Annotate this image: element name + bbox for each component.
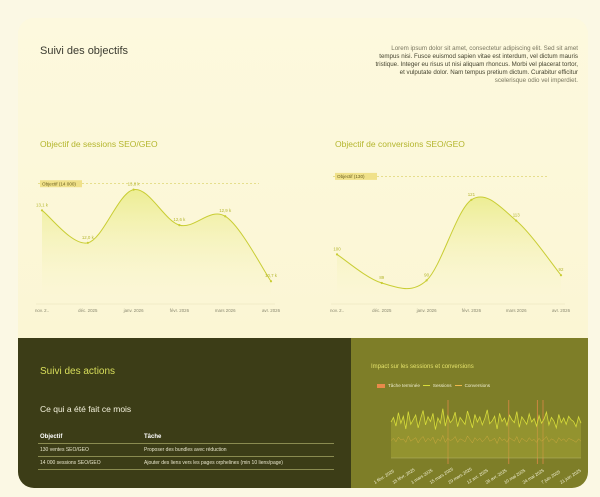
x-tick-label: 24 mai 2025 — [521, 467, 545, 485]
intro-line-1: Lorem ipsum dolor sit amet, consectetur adipiscing elit. Sed sit amet — [391, 45, 578, 52]
data-point — [560, 274, 562, 276]
data-point — [470, 199, 472, 201]
header-tache: Tâche — [144, 434, 162, 440]
header-objectif: Objectif — [40, 434, 63, 440]
x-tick-label: avr. 2026 — [551, 308, 571, 313]
x-tick-label: nov. 2.. — [329, 308, 345, 313]
objectives-section — [18, 18, 588, 338]
intro-text — [310, 45, 578, 85]
conversions-chart-title: Objectif de conversions SEO/GEO — [335, 139, 465, 149]
data-label: 13,1 k — [36, 202, 48, 208]
x-tick-label: 1 mars 2025 — [410, 467, 434, 485]
row-tache: Ajouter des liens vers les pages orphelines (min 10 liens/page) — [142, 457, 334, 470]
dashboard-card — [18, 18, 588, 488]
x-tick-label: 15 févr. 2025 — [391, 467, 416, 485]
row-tache: Proposer des bundles avec réduction — [142, 444, 334, 457]
intro-line-4: et vulputate dolor. Nam tempus pretium dictum. Curabitur efficitur — [399, 69, 578, 76]
actions-title: Suivi des actions — [40, 366, 116, 377]
intro-line-3: tristique. Integer eu risus ut nisi aliquam rhoncus. Morbi vel placerat tortor, — [375, 61, 578, 68]
data-point — [515, 220, 517, 222]
conversions-chart — [327, 156, 571, 318]
x-tick-label: avr. 2026 — [261, 308, 281, 313]
table-row — [38, 457, 334, 470]
series-area — [42, 189, 271, 296]
data-label: 100 — [333, 246, 341, 252]
intro-line-2: tempus nisi. Fusce euismod sapien vitae est interdum, vel dictum mauris — [379, 53, 578, 60]
done-this-month-title: Ce qui a été fait ce mois — [40, 404, 132, 414]
data-label: 12,6 k — [173, 217, 186, 223]
data-label: 92 — [558, 267, 564, 273]
page-title: Suivi des objectifs — [40, 45, 129, 57]
data-label: 90 — [424, 272, 430, 278]
data-label: 121 — [467, 191, 476, 197]
data-label: 10,7 k — [265, 273, 277, 279]
data-point — [270, 280, 272, 282]
legend-task-done: Tâche terminée — [388, 383, 420, 388]
data-label: 89 — [379, 275, 385, 280]
target-label: Objectif (14 000) — [42, 181, 76, 187]
x-tick-label: 15 mars 2025 — [428, 466, 455, 485]
legend-sessions: Sessions — [432, 383, 452, 388]
impact-chart-title: Impact sur les sessions et conversions — [371, 364, 474, 370]
x-tick-label: nov. 2.. — [34, 308, 50, 313]
x-tick-label: 12 avr. 2025 — [465, 467, 490, 485]
x-tick-label: déc. 2025 — [372, 308, 392, 313]
x-tick-label: 21 juin 2025 — [558, 467, 582, 485]
x-tick-label: déc. 2025 — [78, 308, 98, 313]
table-row — [38, 444, 334, 457]
data-point — [426, 279, 428, 281]
intro-line-5: scelerisque odio vel imperdiet. — [494, 77, 578, 84]
series-area — [337, 197, 561, 296]
impact-section — [351, 338, 588, 488]
sessions-area — [391, 409, 581, 458]
x-tick-label: févr. 2026 — [461, 308, 482, 313]
impact-chart — [351, 338, 588, 488]
data-label: 113 — [512, 212, 520, 218]
data-point — [336, 253, 338, 255]
x-tick-label: févr. 2026 — [169, 308, 190, 313]
x-tick-label: 26 avr. 2025 — [484, 467, 508, 485]
row-objectif: 130 ventes SEO/GEO — [38, 444, 142, 457]
x-tick-label: mars 2026 — [505, 308, 527, 313]
x-tick-label: janv. 2026 — [123, 308, 144, 313]
sessions-chart — [32, 156, 281, 318]
data-point — [381, 282, 383, 284]
data-point — [224, 215, 226, 217]
row-objectif: 14 000 sessions SEO/GEO — [38, 457, 142, 470]
data-label: 12,9 k — [219, 208, 232, 214]
sessions-chart-title: Objectif de sessions SEO/GEO — [40, 139, 158, 149]
data-label: 13,8 k — [127, 181, 140, 187]
data-point — [41, 209, 43, 211]
data-label: 12,0 k — [81, 234, 94, 240]
data-point — [178, 224, 180, 226]
data-point — [133, 189, 135, 191]
x-tick-label: 7 juin 2025 — [540, 469, 562, 485]
data-point — [87, 242, 89, 244]
x-tick-label: 1 févr. 2025 — [372, 468, 395, 485]
table-header-row — [38, 433, 334, 444]
target-label: Objectif (130) — [337, 174, 365, 180]
legend-conversions: Conversions — [464, 383, 491, 388]
actions-table — [38, 433, 334, 470]
x-tick-label: mars 2026 — [214, 308, 236, 313]
actions-section — [18, 338, 351, 488]
x-tick-label: 29 mars 2025 — [447, 466, 473, 485]
x-tick-label: 10 mai 2025 — [503, 467, 527, 485]
x-tick-label: janv. 2026 — [416, 308, 437, 313]
